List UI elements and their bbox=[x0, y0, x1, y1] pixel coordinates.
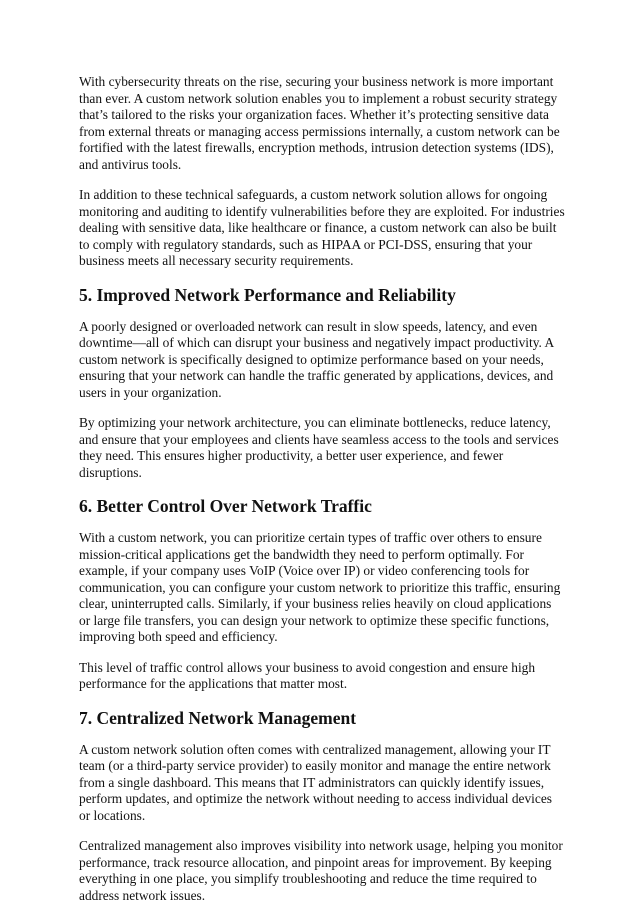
performance-paragraph-2: By optimizing your network architecture, you can eliminate bottlenecks, reduce latency, and ensure that your employees and clients have seamless access to the tools and services they need. This ensures higher productivity, a better user experience, and fewer disruptions. bbox=[79, 415, 559, 480]
centralized-management-paragraph-2: Centralized management also improves visibility into network usage, helping you monitor performance, track resource allocation, and pinpoint areas for improvement. By keeping everything in one place, you simplify troubleshooting and reduce the time required to address network issues. bbox=[79, 838, 563, 903]
section-heading-centralized-management: 7. Centralized Network Management bbox=[79, 707, 357, 728]
performance-paragraph-1: A poorly designed or overloaded network can result in slow speeds, latency, and even downtime—all of which can disrupt your business and negatively impact productivity. A custom network is specifically designed to optimize performance based on your needs, ensuring that your network can handle the traffic generated by applications, devices, and users in your organization. bbox=[79, 318, 554, 400]
centralized-management-paragraph-1: A custom network solution often comes with centralized management, allowing your IT team (or a third-party service provider) to easily monitor and manage the entire network from a single dashboard. This means that IT administrators can quickly identify issues, perform updates, and optimize the network without needing to access individual devices or locations. bbox=[79, 741, 553, 823]
section-heading-performance: 5. Improved Network Performance and Reliability bbox=[79, 284, 456, 305]
traffic-control-paragraph-1: With a custom network, you can prioritize certain types of traffic over others to ensure mission-critical applications get the bandwidth they need to perform optimally. For example, if your company uses VoIP (Voice over IP) or video conferencing tools for communication, you can configure your custom network to prioritize this traffic, ensuring clear, uninterrupted calls. Similarly, if your business relies heavily on cloud applications or large file transfers, you can design your network to optimize these specific functions, improving both speed and efficiency. bbox=[79, 530, 561, 644]
intro-paragraph-security: With cybersecurity threats on the rise, securing your business network is more important than ever. A custom network solution enables you to implement a robust security strategy that’s tailored to the risks your organization faces. Whether it’s protecting sensitive data from external threats or managing access permissions internally, a custom network can be fortified with the latest firewalls, encryption methods, intrusion detection systems (IDS), and antivirus tools. bbox=[79, 74, 560, 172]
section-heading-traffic-control: 6. Better Control Over Network Traffic bbox=[79, 496, 372, 516]
document-page bbox=[79, 74, 565, 918]
traffic-control-paragraph-2: This level of traffic control allows your business to avoid congestion and ensure high performance for the applications that matter most. bbox=[79, 659, 536, 691]
intro-paragraph-monitoring: In addition to these technical safeguards, a custom network solution allows for ongoing monitoring and auditing to identify vulnerabilities before they are exploited. For industries dealing with sensitive data, like healthcare or finance, a custom network can also be built to comply with regulatory standards, such as HIPAA or PCI-DSS, ensuring that your business meets all necessary security requirements. bbox=[79, 187, 565, 268]
